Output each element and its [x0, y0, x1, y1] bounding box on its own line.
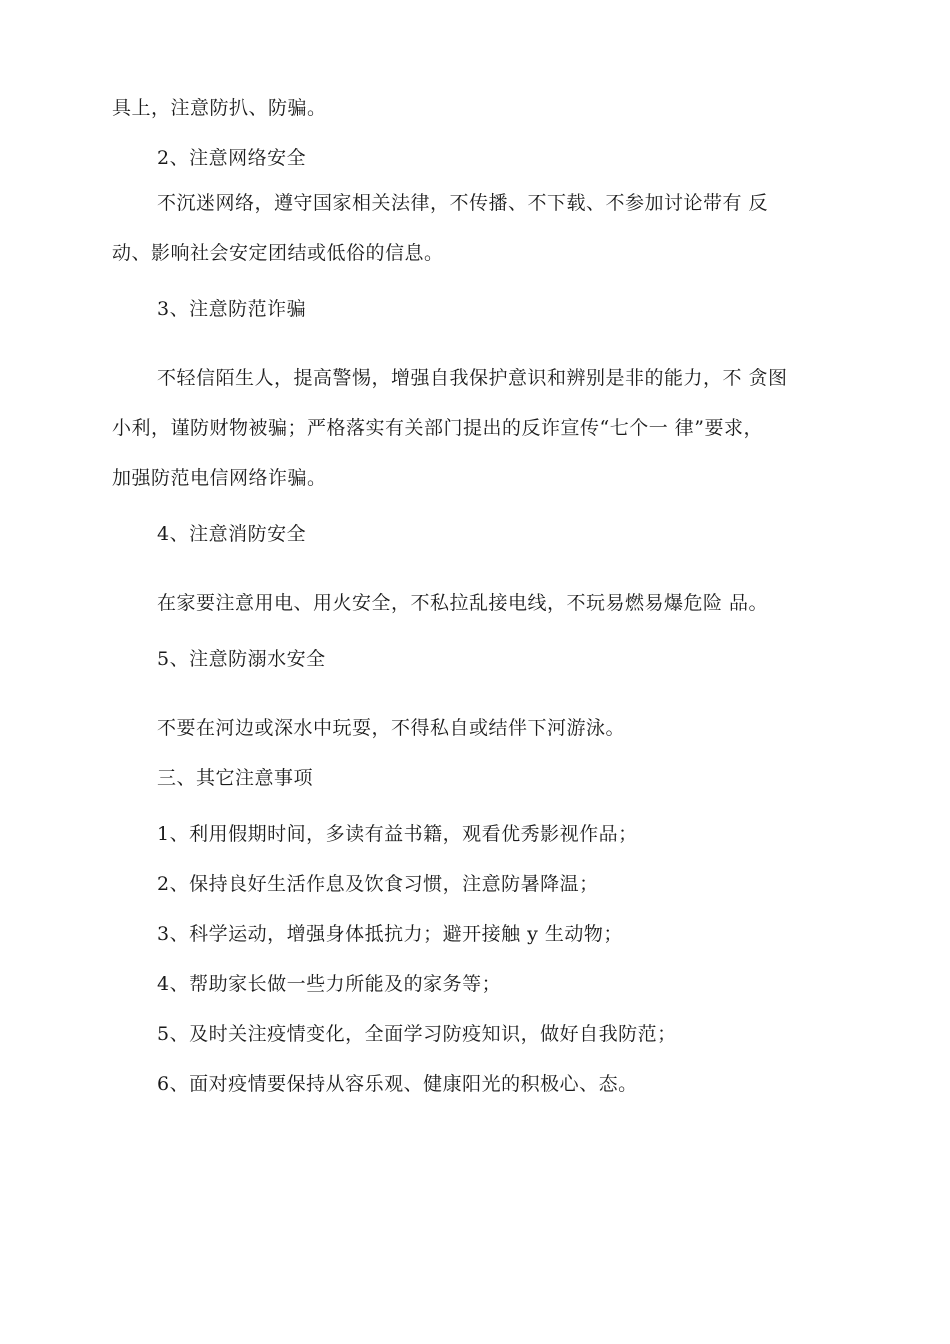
- list-item-2: 2、保持良好生活作息及饮食习惯，注意防暑降温；: [157, 873, 599, 895]
- section-heading-other-notes: 三、其它注意事项: [157, 767, 314, 789]
- list-item-1: 1、利用假期时间，多读有益书籍，观看优秀影视作品；: [157, 823, 638, 845]
- list-item-6: 6、面对疫情要保持从容乐观、健康阳光的积极心、态。: [157, 1073, 638, 1095]
- paragraph-fraud-line-3: 加强防范电信网络诈骗。: [112, 467, 327, 489]
- paragraph-network-safety-line-2: 动、影响社会安定团结或低俗的信息。: [112, 242, 444, 264]
- section-heading-drowning-prevention: 5、注意防溺水安全: [157, 648, 326, 670]
- paragraph-fire-safety: 在家要注意用电、用火安全，不私拉乱接电线，不玩易燃易爆危险 品。: [157, 592, 769, 614]
- paragraph-network-safety-line-1: 不沉迷网络，遵守国家相关法律，不传播、不下载、不参加讨论带有 反: [157, 192, 769, 214]
- paragraph-fraud-line-1: 不轻信陌生人，提高警惕，增强自我保护意识和辨别是非的能力，不 贪图: [157, 367, 788, 389]
- list-item-5: 5、及时关注疫情变化，全面学习防疫知识，做好自我防范；: [157, 1023, 677, 1045]
- list-item-4: 4、帮助家长做一些力所能及的家务等；: [157, 973, 502, 995]
- section-heading-fraud-prevention: 3、注意防范诈骗: [157, 298, 307, 320]
- paragraph-drowning-prevention: 不要在河边或深水中玩耍，不得私自或结伴下河游泳。: [157, 717, 626, 739]
- section-heading-fire-safety: 4、注意消防安全: [157, 523, 307, 545]
- paragraph-continuation: 具上，注意防扒、防骗。: [112, 97, 327, 119]
- section-heading-network-safety: 2、注意网络安全: [157, 147, 307, 169]
- paragraph-fraud-line-2: 小利，谨防财物被骗；严格落实有关部门提出的反诈宣传“七个一 律”要求，: [112, 417, 763, 439]
- list-item-3: 3、科学运动，增强身体抵抗力；避开接触 y 生动物；: [157, 923, 623, 945]
